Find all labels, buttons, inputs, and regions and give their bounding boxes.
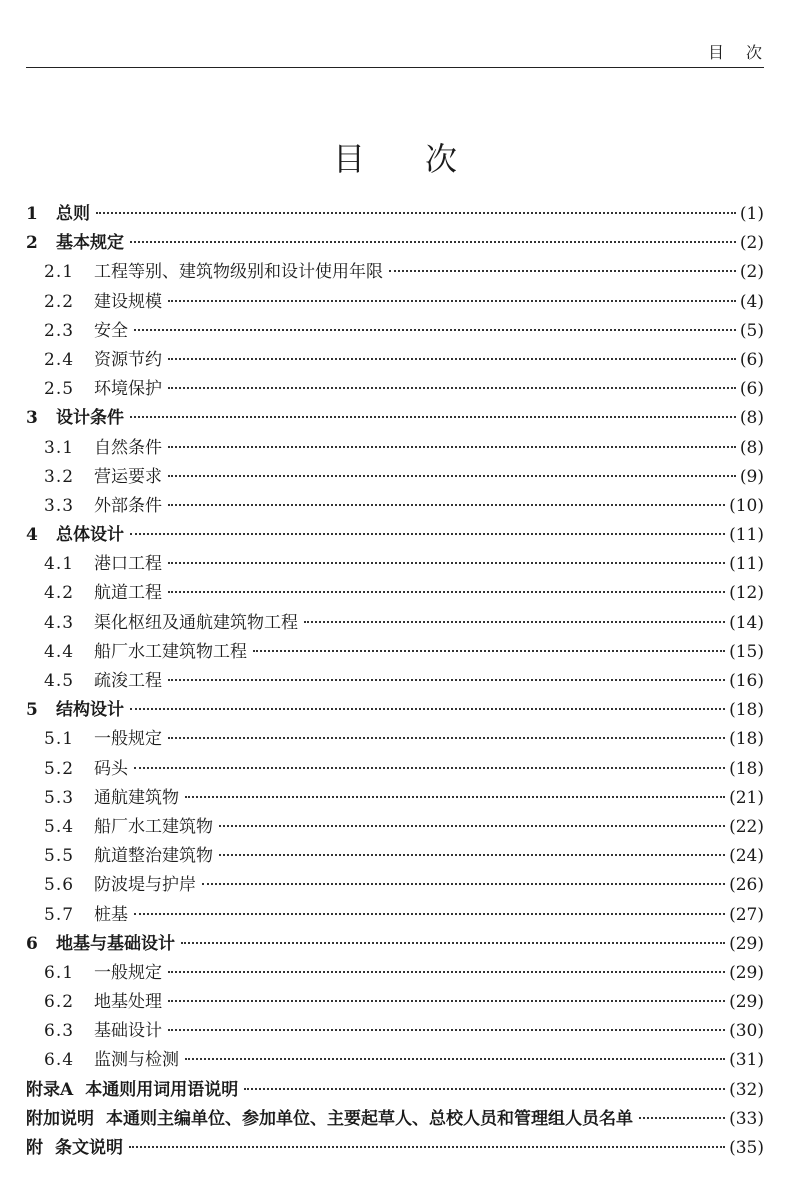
toc-entry-page: (21) [729, 787, 764, 808]
toc-dot-leader [168, 1000, 725, 1002]
toc-dot-leader [304, 621, 725, 623]
toc-dot-leader [185, 796, 725, 798]
toc-entry-page: (18) [729, 729, 764, 750]
toc-entry-title: 总体设计 [56, 525, 124, 546]
toc-entry[interactable] [26, 404, 764, 433]
toc-dot-leader [134, 913, 725, 915]
toc-entry-number: 2.3 [44, 320, 75, 341]
toc-entry-page: (1) [739, 204, 764, 224]
toc-entry-number: 5.7 [44, 904, 75, 925]
toc-entry-number: 5.4 [44, 816, 75, 837]
toc-dot-leader [219, 825, 725, 827]
toc-entry-page: (33) [729, 1108, 764, 1129]
toc-entry[interactable] [26, 667, 764, 696]
toc-entry[interactable] [26, 1134, 764, 1163]
toc-entry-number: 5.3 [44, 787, 75, 808]
toc-entry-number: 3.1 [44, 437, 75, 458]
toc-entry-number: 5.1 [44, 729, 75, 750]
toc-entry[interactable] [26, 725, 764, 754]
toc-entry-number: 5.2 [44, 758, 75, 779]
toc-entry[interactable] [26, 1017, 764, 1046]
toc-entry-page: (15) [729, 641, 764, 662]
toc-dot-leader [202, 883, 725, 885]
toc-entry-page: (32) [729, 1079, 764, 1100]
toc-entry-number: 3 [26, 408, 38, 429]
toc-entry-page: (18) [729, 758, 764, 779]
toc-entry-title: 航道工程 [94, 583, 162, 604]
toc-dot-leader [168, 679, 725, 681]
toc-dot-leader [639, 1117, 725, 1119]
toc-entry-number: 6.3 [44, 1021, 75, 1042]
header-rule [26, 67, 764, 68]
toc-entry-number: 附加说明 [26, 1108, 94, 1129]
page-title: 目次 [332, 140, 517, 178]
toc-entry-title: 总则 [56, 204, 90, 224]
toc-entry-number: 3.3 [44, 495, 75, 516]
toc-entry[interactable] [26, 638, 764, 667]
toc-entry-title: 一般规定 [94, 729, 162, 750]
toc-dot-leader [168, 1029, 725, 1031]
toc-entry-number: 5.6 [44, 875, 75, 896]
toc-entry[interactable] [26, 696, 764, 725]
toc-entry-title: 本通则用词用语说明 [85, 1079, 239, 1100]
toc-dot-leader [134, 767, 725, 769]
toc-entry[interactable] [26, 755, 764, 784]
toc-entry-title: 结构设计 [56, 700, 124, 721]
toc-entry-title: 桩基 [94, 904, 128, 925]
toc-dot-leader [168, 300, 736, 302]
toc-entry-page: (18) [729, 700, 764, 721]
toc-entry-title: 营运要求 [94, 466, 162, 487]
toc-entry[interactable] [26, 871, 764, 900]
toc-entry-title: 条文说明 [55, 1138, 123, 1158]
toc-entry[interactable] [26, 288, 764, 317]
toc-entry-title: 一般规定 [94, 962, 162, 983]
toc-entry-title: 外部条件 [94, 495, 162, 516]
toc-entry-title: 地基处理 [94, 992, 162, 1013]
toc-entry-title: 自然条件 [94, 437, 162, 458]
toc-dot-leader [168, 562, 725, 564]
toc-dot-leader [168, 387, 736, 389]
toc-entry[interactable] [26, 988, 764, 1017]
toc-entry-number: 6.1 [44, 962, 75, 983]
toc-entry-page: (30) [729, 1021, 764, 1042]
toc-entry-page: (8) [739, 437, 764, 458]
toc-entry-title: 资源节约 [94, 349, 162, 370]
toc-entry[interactable] [26, 229, 764, 258]
toc-dot-leader [168, 358, 736, 360]
toc-dot-leader [168, 504, 725, 506]
toc-entry-page: (6) [739, 379, 764, 400]
toc-entry[interactable] [26, 200, 764, 229]
toc-dot-leader [168, 591, 725, 593]
toc-entry[interactable] [26, 375, 764, 404]
toc-dot-leader [130, 533, 725, 535]
toc-entry[interactable] [26, 521, 764, 550]
toc-entry[interactable] [26, 1105, 764, 1134]
toc-entry-title: 渠化枢纽及通航建筑物工程 [94, 612, 298, 633]
toc-dot-leader [130, 241, 736, 243]
toc-dot-leader [168, 446, 736, 448]
toc-entry-number: 3.2 [44, 466, 75, 487]
toc-entry-title: 地基与基础设计 [56, 933, 175, 954]
toc-entry[interactable] [26, 317, 764, 346]
toc-entry[interactable] [26, 813, 764, 842]
running-header: 目次 [707, 43, 784, 62]
toc-entry-page: (35) [729, 1138, 764, 1158]
toc-entry[interactable] [26, 463, 764, 492]
toc-entry-page: (26) [729, 875, 764, 896]
toc-entry-page: (2) [739, 233, 764, 254]
toc-entry-number: 6.4 [44, 1050, 75, 1071]
toc-entry-page: (9) [739, 466, 764, 487]
toc-entry-number: 附录A [26, 1079, 74, 1100]
toc-entry-title: 本通则主编单位、参加单位、主要起草人、总校人员和管理组人员名单 [106, 1108, 633, 1129]
toc-entry[interactable] [26, 784, 764, 813]
toc-entry-title: 基本规定 [56, 233, 124, 254]
toc-entry-page: (22) [729, 816, 764, 837]
toc-entry-title: 监测与检测 [94, 1050, 179, 1071]
toc-entry-page: (24) [729, 846, 764, 867]
toc-entry-page: (27) [729, 904, 764, 925]
toc-entry-page: (5) [739, 320, 764, 341]
toc-entry[interactable] [26, 1046, 764, 1075]
toc-entry-number: 5 [26, 700, 38, 721]
toc-dot-leader [168, 971, 725, 973]
toc-entry-number: 4 [26, 525, 38, 546]
toc-entry[interactable] [26, 346, 764, 375]
toc-entry-number: 5.5 [44, 846, 75, 867]
toc-entry-number: 2.2 [44, 291, 75, 312]
toc-entry-title: 通航建筑物 [94, 787, 179, 808]
toc-entry-title: 港口工程 [94, 554, 162, 575]
toc-dot-leader [130, 708, 725, 710]
toc-entry-page: (10) [729, 495, 764, 516]
toc-entry-title: 船厂水工建筑物 [94, 816, 213, 837]
toc-entry-title: 基础设计 [94, 1021, 162, 1042]
toc-entry-number: 4.5 [44, 671, 75, 691]
toc-entry-page: (2) [739, 262, 764, 283]
toc-dot-leader [389, 270, 736, 272]
toc-entry-title: 防波堤与护岸 [94, 875, 196, 896]
toc-entry[interactable] [26, 609, 764, 638]
toc-entry-page: (8) [739, 408, 764, 429]
toc-entry-page: (29) [729, 992, 764, 1013]
toc-dot-leader [168, 737, 725, 739]
toc-entry-title: 设计条件 [56, 408, 124, 429]
toc-entry-page: (14) [729, 612, 764, 633]
toc-dot-leader [253, 650, 725, 652]
toc-entry-page: (31) [729, 1050, 764, 1071]
toc-entry-number: 4.2 [44, 583, 75, 604]
toc-dot-leader [244, 1088, 725, 1090]
toc-entry-number: 1 [26, 204, 38, 224]
toc-dot-leader [168, 475, 736, 477]
toc-entry[interactable] [26, 930, 764, 959]
toc-entry-title: 疏浚工程 [94, 671, 162, 691]
toc-entry[interactable] [26, 901, 764, 930]
toc-entry-title: 建设规模 [94, 291, 162, 312]
toc-entry-page: (29) [729, 962, 764, 983]
toc-dot-leader [185, 1058, 725, 1060]
toc-entry-title: 船厂水工建筑物工程 [94, 641, 247, 662]
toc-entry-page: (4) [739, 291, 764, 312]
toc-entry-title: 安全 [94, 320, 128, 341]
toc-entry-title: 环境保护 [94, 379, 162, 400]
toc-entry-number: 4.3 [44, 612, 75, 633]
toc-dot-leader [96, 212, 736, 214]
toc-entry[interactable] [26, 1076, 764, 1105]
toc-entry-number: 6 [26, 933, 38, 954]
toc-entry[interactable] [26, 842, 764, 871]
toc-entry-number: 2.4 [44, 349, 75, 370]
toc-entry-number: 附 [26, 1138, 43, 1158]
toc-dot-leader [134, 329, 736, 331]
toc-entry-number: 2 [26, 233, 38, 254]
toc-entry-title: 工程等别、建筑物级别和设计使用年限 [94, 262, 383, 283]
toc-entry-page: (29) [729, 933, 764, 954]
toc-entry-title: 码头 [94, 758, 128, 779]
toc-entry-page: (12) [729, 583, 764, 604]
toc-entry-page: (6) [739, 349, 764, 370]
toc-entry[interactable] [26, 258, 764, 287]
toc-entry[interactable] [26, 492, 764, 521]
toc-dot-leader [181, 942, 725, 944]
toc-entry-page: (11) [729, 554, 764, 575]
toc-entry-number: 6.2 [44, 992, 75, 1013]
toc-entry-number: 2.1 [44, 262, 75, 283]
toc-entry-number: 2.5 [44, 379, 75, 400]
toc-entry-page: (11) [729, 525, 764, 546]
toc-entry-page: (16) [729, 671, 764, 691]
toc-entry-number: 4.1 [44, 554, 75, 575]
toc-dot-leader [130, 416, 736, 418]
toc-entry[interactable] [26, 434, 764, 463]
toc-entry[interactable] [26, 579, 764, 608]
toc-entry-number: 4.4 [44, 641, 75, 662]
toc-dot-leader [219, 854, 725, 856]
toc-entry[interactable] [26, 550, 764, 579]
toc-dot-leader [129, 1146, 725, 1148]
toc-entry-title: 航道整治建筑物 [94, 846, 213, 867]
toc-entry[interactable] [26, 959, 764, 988]
table-of-contents [26, 200, 764, 1163]
